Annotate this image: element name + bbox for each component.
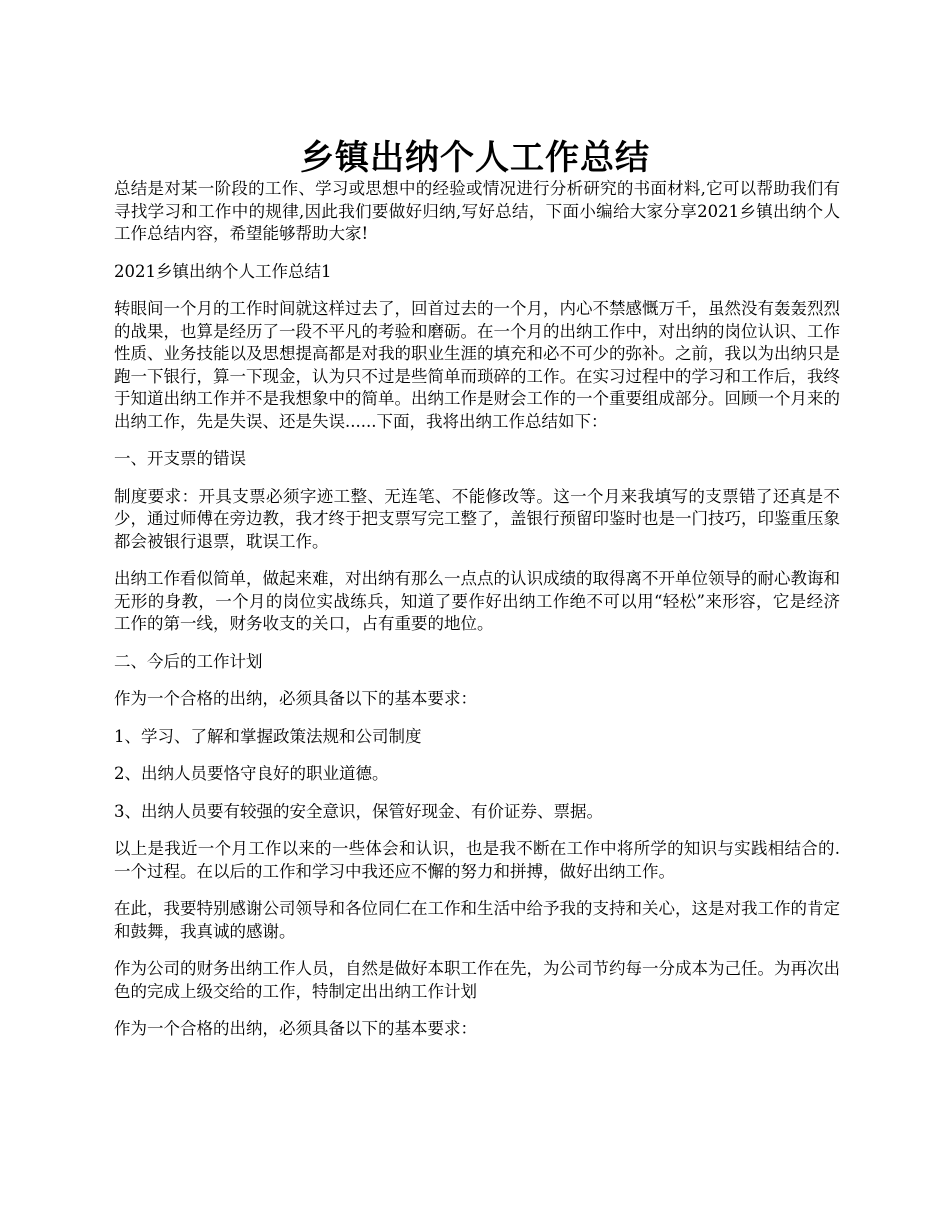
body-paragraph: 出纳工作看似简单，做起来难，对出纳有那么一点点的认识成绩的取得离不开单位领导的耐心教诲和无形的身教，一个月的岗位实战练兵，知道了要作好出纳工作绝不可以用“轻松”来形容，它是经济工作的第一线，财务收支的关口，占有重要的地位。	[114, 569, 840, 633]
document-title: 乡镇出纳个人工作总结	[300, 137, 650, 178]
section-heading: 二、今后的工作计划	[114, 651, 263, 671]
body-paragraph: 在此，我要特别感谢公司领导和各位同仁在工作和生活中给予我的支持和关心，这是对我工作的肯定和鼓舞，我真诚的感谢。	[114, 899, 840, 941]
body-paragraph: 作为一个合格的出纳，必须具备以下的基本要求：	[114, 689, 477, 708]
section-heading: 一、开支票的错误	[114, 449, 246, 468]
list-item: 3、出纳人员要有较强的安全意识，保管好现金、有价证券、票据。	[114, 801, 603, 821]
list-item: 2、出纳人员要恪守良好的职业道德。	[114, 764, 389, 783]
body-paragraph: 制度要求：开具支票必须字迹工整、无连笔、不能修改等。这一个月来我填写的支票错了还真是不少，通过师傅在旁边教，我才终于把支票写完工整了，盖银行预留印鉴时也是一门技巧，印鉴重压象都会被银行退票，耽误工作。	[114, 486, 840, 551]
body-paragraph: 转眼间一个月的工作时间就这样过去了，回首过去的一个月，内心不禁感慨万千，虽然没有轰轰烈烈的战果，也算是经历了一段不平凡的考验和磨砺。在一个月的出纳工作中，对出纳的岗位认识、工作性质、业务技能以及思想提高都是对我的职业生涯的填充和必不可少的弥补。之前，我以为出纳只是跑一下银行，算一下现金，认为只不过是些简单而琐碎的工作。在实习过程中的学习和工作后，我终于知道出纳工作并不是我想象中的简单。出纳工作是财会工作的一个重要组成部分。回顾一个月来的出纳工作，先是失误、还是失误......下面，我将出纳工作总结如下：	[114, 299, 840, 431]
document-body	[114, 178, 840, 1056]
body-paragraph: 作为公司的财务出纳工作人员，自然是做好本职工作在先，为公司节约每一分成本为己任。为再次出色的完成上级交给的工作，特制定出出纳工作计划	[114, 959, 840, 1001]
intro-paragraph: 总结是对某一阶段的工作、学习或思想中的经验或情况进行分析研究的书面材料,它可以帮助我们有寻找学习和工作中的规律,因此我们要做好归纳,写好总结，下面小编给大家分享2021乡镇出纳个人工作总结内容，希望能够帮助大家!	[114, 179, 840, 243]
list-item: 1、学习、了解和掌握政策法规和公司制度	[114, 726, 422, 746]
body-paragraph: 以上是我近一个月工作以来的一些体会和认识，也是我不断在工作中将所学的知识与实践相结合的.一个过程。在以后的工作和学习中我还应不懈的努力和拼搏，做好出纳工作。	[114, 839, 840, 881]
section-heading: 2021乡镇出纳个人工作总结1	[114, 261, 332, 281]
body-paragraph: 作为一个合格的出纳，必须具备以下的基本要求：	[114, 1019, 477, 1038]
